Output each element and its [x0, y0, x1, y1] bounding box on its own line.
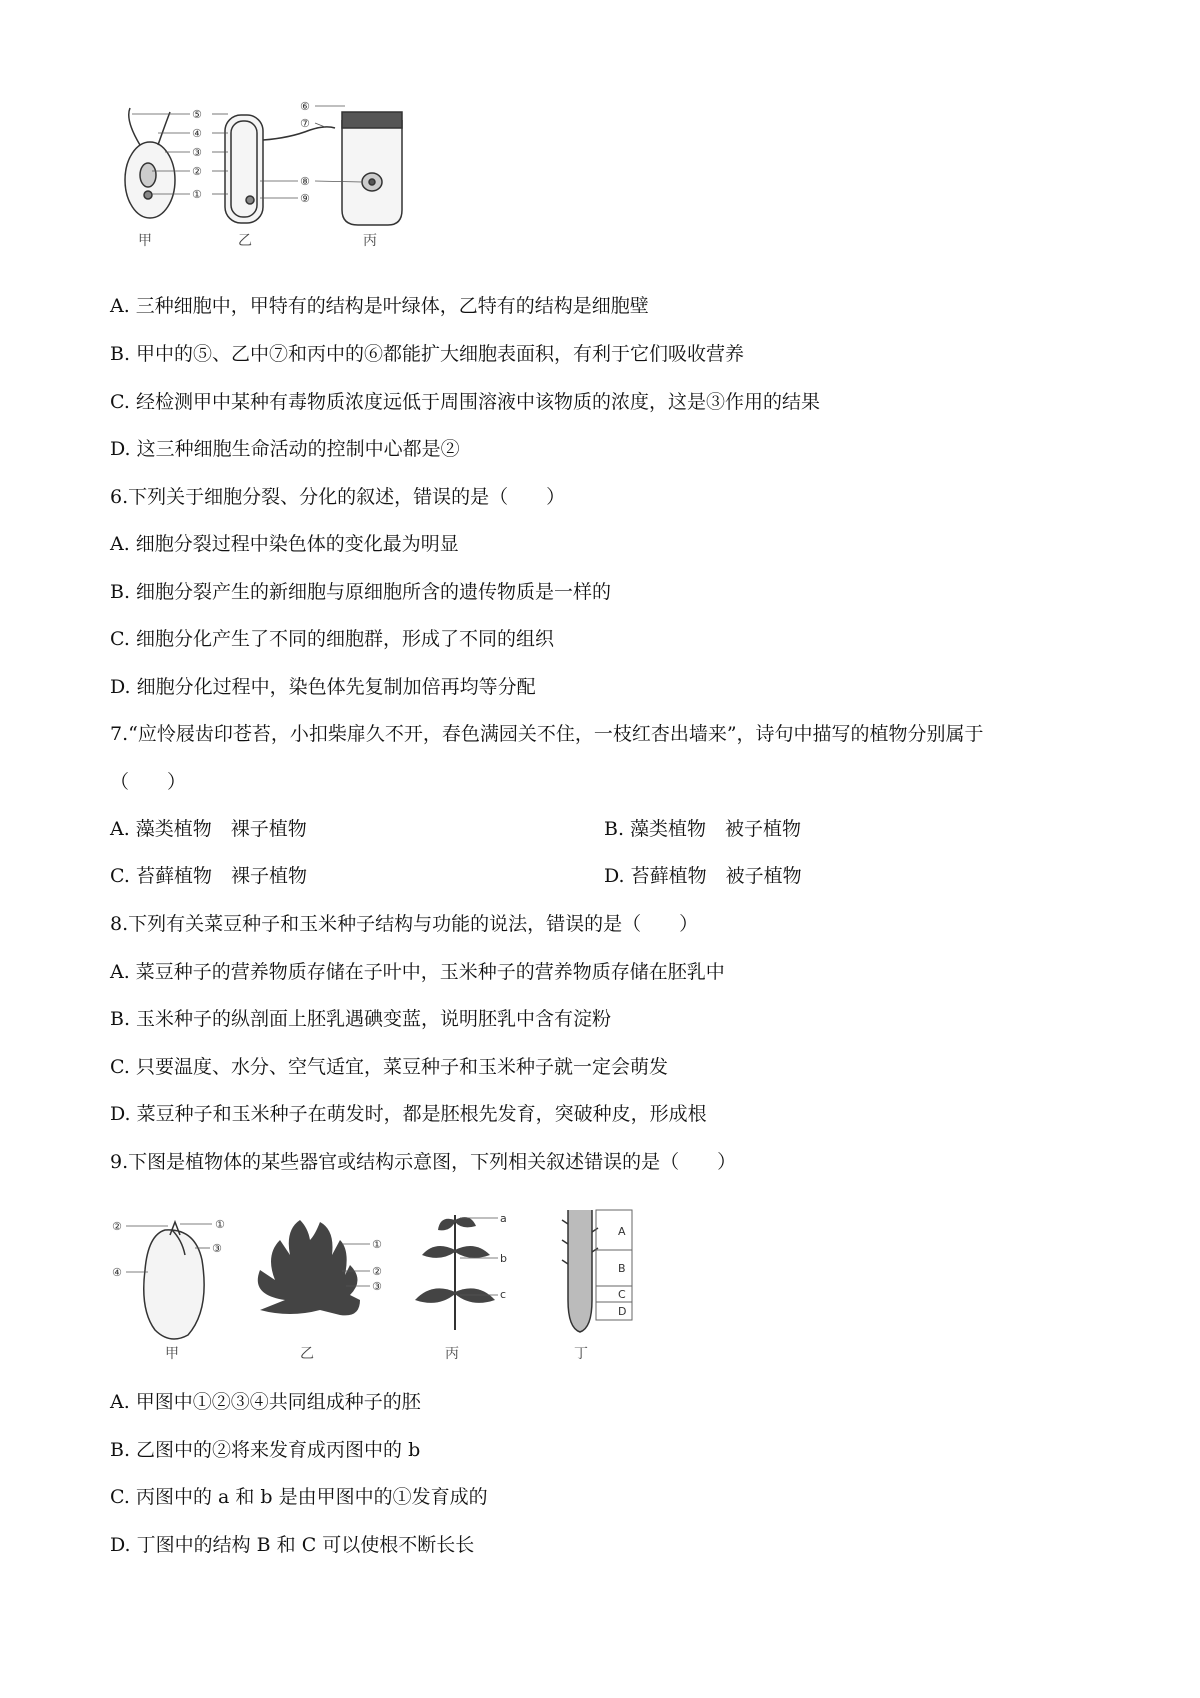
q8-option-a: A. 菜豆种子的营养物质存储在子叶中，玉米种子的营养物质存储在胚乳中 [110, 961, 725, 983]
jia-label-3: ③ [212, 1242, 222, 1255]
q8-option-c: C. 只要温度、水分、空气适宜，菜豆种子和玉米种子就一定会萌发 [110, 1056, 668, 1078]
bing-label-a: a [500, 1212, 507, 1225]
caption-jia: 甲 [165, 1346, 179, 1360]
bing-label-c: c [500, 1288, 507, 1301]
marker-4: ④ [192, 127, 202, 140]
marker-9: ⑨ [300, 192, 310, 205]
bud-yi [258, 1220, 360, 1315]
ding-label-D: D [618, 1305, 627, 1318]
q9-option-a: A. 甲图中①②③④共同组成种子的胚 [110, 1391, 421, 1413]
ding-label-C: C [618, 1288, 626, 1301]
jia-label-2: ② [112, 1220, 122, 1233]
jia-label-1: ① [215, 1218, 225, 1231]
marker-1: ① [192, 188, 202, 201]
ding-label-B: B [618, 1262, 626, 1275]
q5-option-c: C. 经检测甲中某种有毒物质浓度远低于周围溶液中该物质的浓度，这是③作用的结果 [110, 391, 820, 413]
q7-stem-continued: （ ） [110, 771, 187, 793]
q9-stem: 9.下图是植物体的某些器官或结构示意图，下列相关叙述错误的是（ ） [110, 1151, 737, 1173]
q7-option-a: A. 藻类植物 裸子植物 [110, 818, 307, 840]
yi-label-2: ② [372, 1265, 382, 1278]
marker-8: ⑧ [300, 175, 310, 188]
seed-jia [144, 1222, 204, 1339]
q6-option-c: C. 细胞分化产生了不同的细胞群，形成了不同的组织 [110, 628, 554, 650]
marker-2: ② [192, 165, 202, 178]
q7-option-b: B. 藻类植物 被子植物 [604, 818, 802, 840]
caption-ding: 丁 [574, 1346, 588, 1360]
marker-7: ⑦ [300, 117, 310, 130]
plant-structure-figure [110, 1200, 710, 1360]
caption-bing: 丙 [363, 233, 377, 249]
caption-jia: 甲 [138, 233, 152, 249]
q8-stem: 8.下列有关菜豆种子和玉米种子结构与功能的说法，错误的是（ ） [110, 913, 699, 935]
q7-stem: 7.“应怜屐齿印苍苔，小扣柴扉久不开，春色满园关不住，一枝红杏出墙来”，诗句中描写的植物分别属于 [110, 723, 984, 745]
marker-5: ⑤ [192, 108, 202, 121]
caption-yi: 乙 [300, 1346, 314, 1360]
q9-option-b: B. 乙图中的②将来发育成丙图中的 b [110, 1439, 421, 1461]
q6-option-b: B. 细胞分裂产生的新细胞与原细胞所含的遗传物质是一样的 [110, 581, 612, 603]
bud-labels [372, 1238, 382, 1293]
cell-jia [125, 108, 175, 218]
caption-bing: 丙 [445, 1346, 459, 1360]
shoot-bing [415, 1215, 495, 1330]
q6-option-a: A. 细胞分裂过程中染色体的变化最为明显 [110, 533, 459, 555]
caption-yi: 乙 [238, 233, 252, 249]
q6-stem: 6.下列关于细胞分裂、分化的叙述，错误的是（ ） [110, 486, 566, 508]
q5-option-a: A. 三种细胞中，甲特有的结构是叶绿体，乙特有的结构是细胞壁 [110, 295, 649, 317]
ding-label-A: A [618, 1225, 626, 1238]
yi-label-1: ① [372, 1238, 382, 1251]
shoot-labels [500, 1212, 507, 1301]
cell-diagram-figure [110, 100, 420, 250]
q8-option-d: D. 菜豆种子和玉米种子在萌发时，都是胚根先发育，突破种皮，形成根 [110, 1103, 707, 1125]
q7-option-c: C. 苔藓植物 裸子植物 [110, 865, 307, 887]
yi-label-3: ③ [372, 1280, 382, 1293]
q5-option-b: B. 甲中的⑤、乙中⑦和丙中的⑥都能扩大细胞表面积，有利于它们吸收营养 [110, 343, 745, 365]
q7-option-d: D. 苔藓植物 被子植物 [604, 865, 802, 887]
q5-option-d: D. 这三种细胞生命活动的控制中心都是② [110, 438, 460, 460]
cell-bing [342, 112, 402, 225]
q9-option-c: C. 丙图中的 a 和 b 是由甲图中的①发育成的 [110, 1486, 488, 1508]
cell-yi [225, 115, 335, 223]
marker-6: ⑥ [300, 100, 310, 113]
bing-label-b: b [500, 1252, 507, 1265]
q6-option-d: D. 细胞分化过程中，染色体先复制加倍再均等分配 [110, 676, 536, 698]
jia-label-4: ④ [112, 1266, 122, 1279]
q8-option-b: B. 玉米种子的纵剖面上胚乳遇碘变蓝，说明胚乳中含有淀粉 [110, 1008, 612, 1030]
marker-3: ③ [192, 146, 202, 159]
root-labels [618, 1225, 626, 1318]
q9-option-d: D. 丁图中的结构 B 和 C 可以使根不断长长 [110, 1534, 475, 1556]
